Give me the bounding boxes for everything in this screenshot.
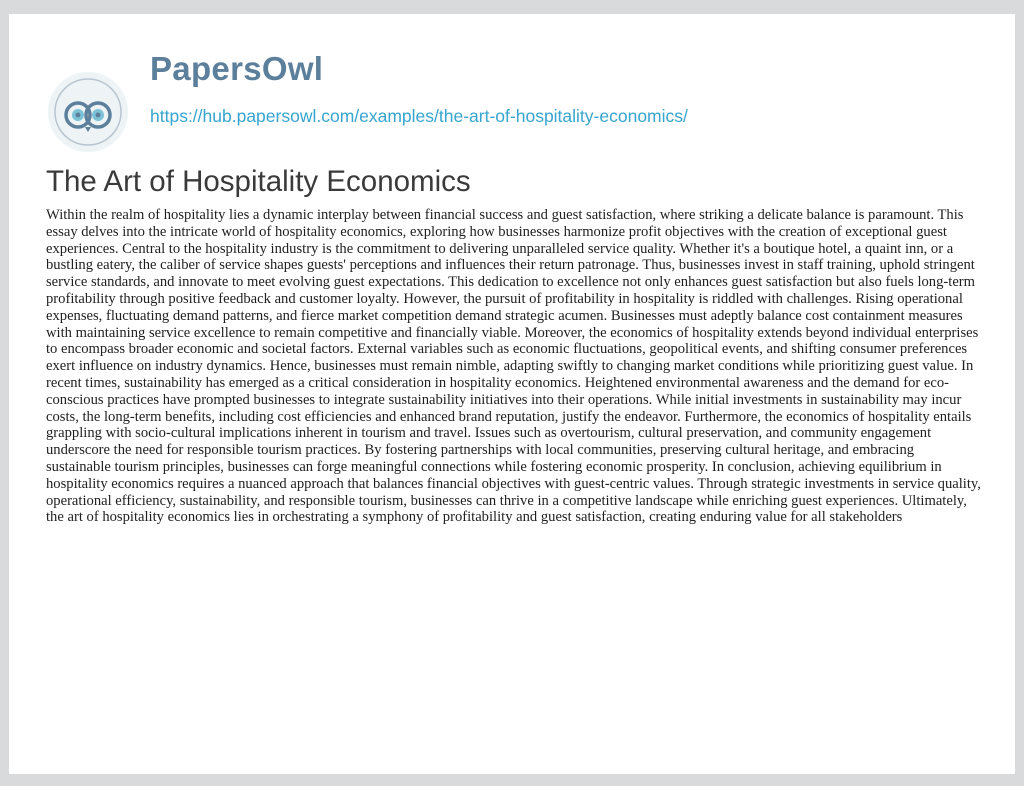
document-page — [9, 14, 1015, 774]
page-header — [9, 14, 1015, 164]
essay-title: The Art of Hospitality Economics — [46, 165, 471, 198]
owl-eyes-icon — [46, 70, 130, 154]
brand-name: PapersOwl — [150, 50, 324, 87]
source-url-link[interactable]: https://hub.papersowl.com/examples/the-art-of-hospitality-economics/ — [150, 106, 688, 126]
essay-body: Within the realm of hospitality lies a dynamic interplay between financial success and guest satisfaction, where striking a delicate balance is paramount. This essay delves into the intricate world of hospitality economics, exploring how businesses harmonize profit objectives with the creation of exceptional guest experiences. Central to the hospitality industry is the commitment to delivering unparalleled service quality. Whether it's a boutique hotel, a quaint inn, or a bustling eatery, the caliber of service shapes guests' perceptions and influences their return patronage. Thus, businesses invest in staff training, uphold stringent service standards, and innovate to meet evolving guest expectations. This dedication to excellence not only enhances guest satisfaction but also fuels long-term profitability through positive feedback and customer loyalty. However, the pursuit of profitability in hospitality is riddled with challenges. Rising operational expenses, fluctuating demand patterns, and fierce market competition demand strategic acumen. Businesses must adeptly balance cost containment measures with maintaining service excellence to remain competitive and financially viable. Moreover, the economics of hospitality extends beyond individual enterprises to encompass broader economic and societal factors. External variables such as economic fluctuations, geopolitical events, and shifting consumer preferences exert influence on industry dynamics. Hence, businesses must remain nimble, adapting swiftly to changing market conditions while prioritizing guest value. In recent times, sustainability has emerged as a critical consideration in hospitality economics. Heightened environmental awareness and the demand for eco-conscious practices have prompted businesses to integrate sustainability initiatives into their operations. While initial investments in sustainability may incur costs, the long-term benefits, including cost efficiencies and enhanced brand reputation, justify the endeavor. Furthermore, the economics of hospitality entails grappling with socio-cultural implications inherent in tourism and travel. Issues such as overtourism, cultural preservation, and community engagement underscore the need for responsible tourism practices. By fostering partnerships with local communities, preserving cultural heritage, and embracing sustainable tourism principles, businesses can forge meaningful connections while fostering economic prosperity. In conclusion, achieving equilibrium in hospitality economics requires a nuanced approach that balances financial objectives with guest-centric values. Through strategic investments in service quality, operational efficiency, sustainability, and responsible tourism, businesses can thrive in a competitive landscape while enriching guest experiences. Ultimately, the art of hospitality economics lies in orchestrating a symphony of profitability and guest satisfaction, creating enduring value for all stakeholders — [46, 207, 981, 526]
